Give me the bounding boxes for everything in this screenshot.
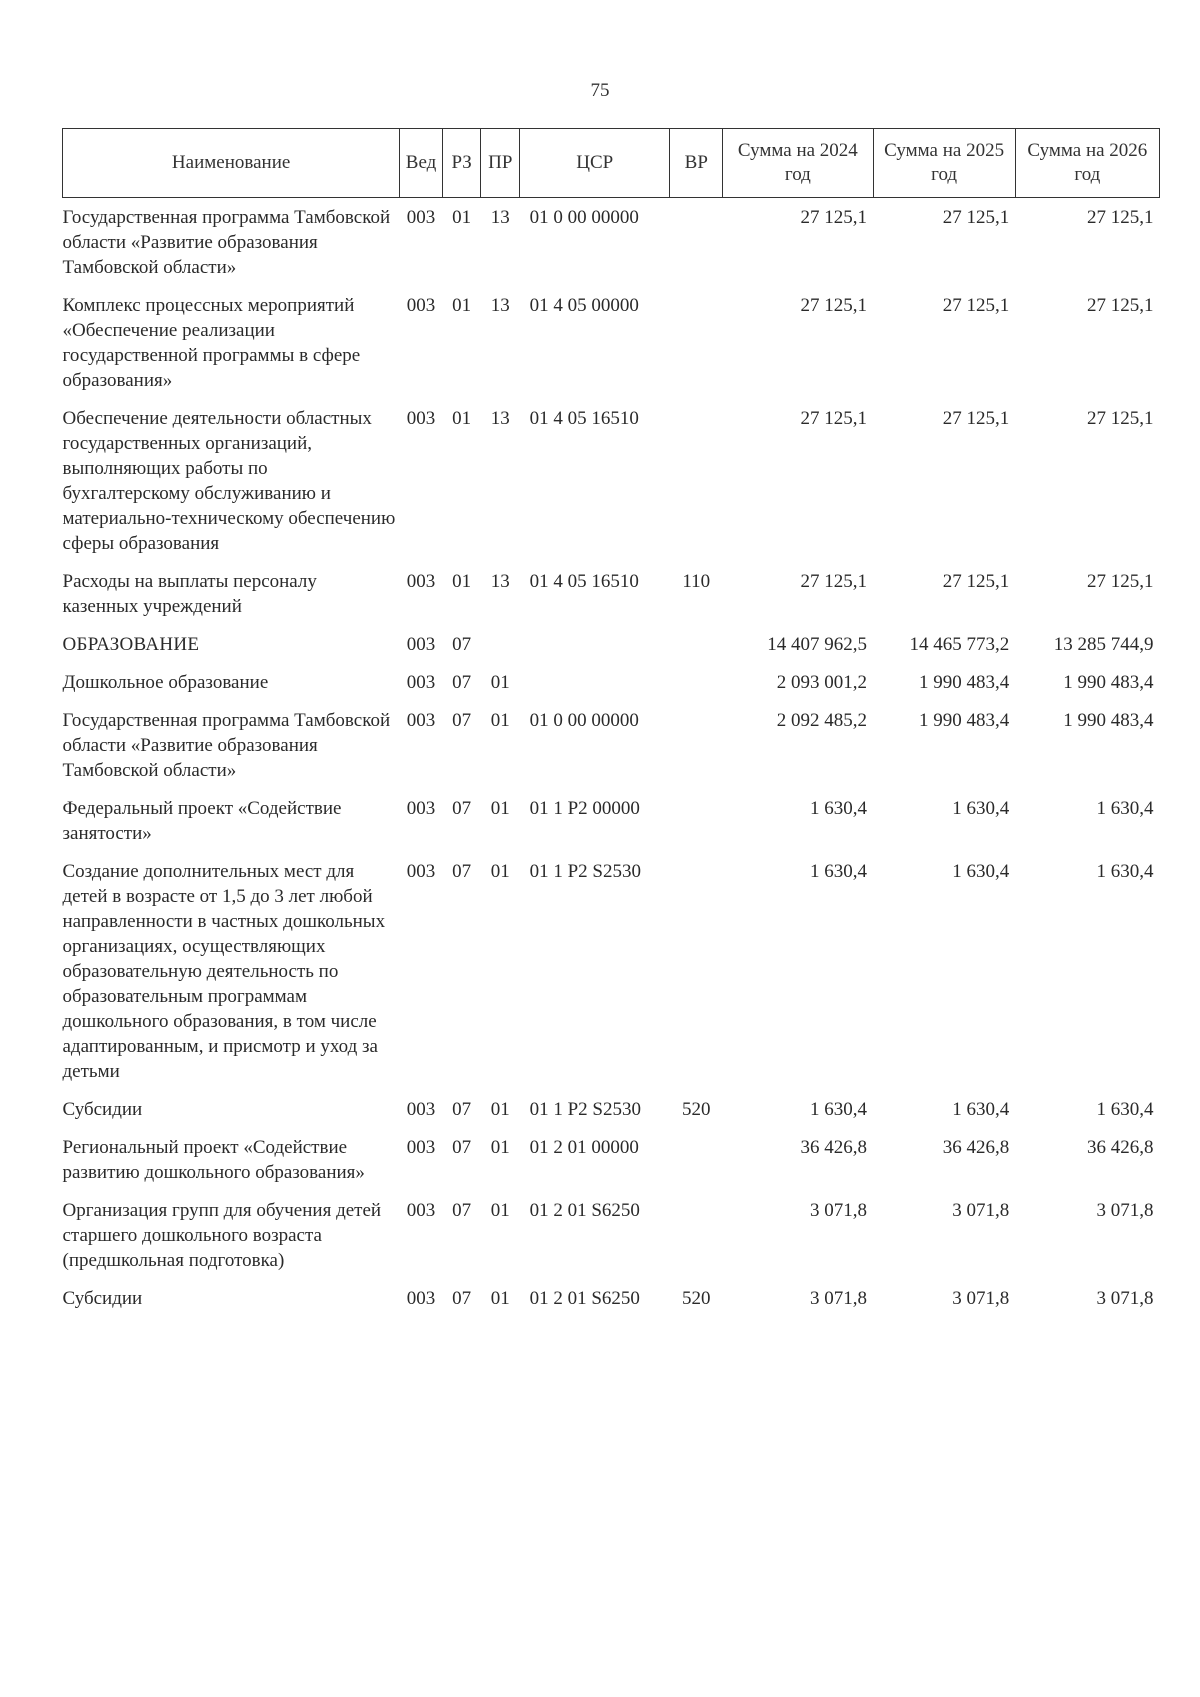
header-ved: Вед [400,129,443,198]
cell-rz: 07 [452,634,472,655]
cell-csr: 01 0 00 00000 [529,710,639,731]
cell-pr: 13 [490,295,510,316]
header-name: Наименование [63,129,400,198]
cell-ved: 003 [406,861,436,882]
cell-name: Субсидии [62,1288,143,1309]
table-row [63,625,1160,663]
cell-sum-2026: 36 426,8 [1087,1137,1154,1158]
cell-ved: 003 [406,798,436,819]
header-row [63,129,1160,198]
cell-sum-2024: 3 071,8 [810,1200,868,1221]
cell-pr [481,625,520,663]
cell-name: Расходы на выплаты персоналу казенных учреждений [62,571,317,617]
cell-name: Государственная программа Тамбовской области «Развитие образования Тамбовской области» [62,207,391,278]
table-body [63,198,1160,1318]
table-row [63,701,1160,789]
cell-sum-2024: 3 071,8 [810,1288,868,1309]
cell-rz: 01 [452,207,472,228]
cell-name: Региональный проект «Содействие развитию дошкольного образования» [62,1137,365,1183]
table-row [63,663,1160,701]
cell-sum-2024: 1 630,4 [810,798,868,819]
cell-sum-2025: 1 990 483,4 [918,672,1010,693]
header-csr: ЦСР [520,129,670,198]
table-row [63,1128,1160,1191]
cell-sum-2026: 1 630,4 [1096,861,1154,882]
cell-vr [670,789,723,852]
cell-sum-2026: 13 285 744,9 [1053,634,1154,655]
header-sum-2026: Сумма на 2026 год [1015,129,1159,198]
table-row [63,286,1160,399]
cell-sum-2026: 27 125,1 [1087,207,1154,228]
cell-rz: 07 [452,1200,472,1221]
cell-sum-2025: 3 071,8 [952,1288,1010,1309]
cell-name: Государственная программа Тамбовской области «Развитие образования Тамбовской области» [62,710,391,781]
cell-sum-2024: 27 125,1 [800,295,868,316]
table-row [63,789,1160,852]
cell-csr: 01 0 00 00000 [529,207,639,228]
cell-csr [520,625,670,663]
cell-ved: 003 [406,672,436,693]
cell-rz: 07 [452,672,472,693]
cell-vr [670,701,723,789]
cell-ved: 003 [406,634,436,655]
cell-ved: 003 [406,408,436,429]
cell-pr: 01 [490,710,510,731]
header-sum-2024: Сумма на 2024 год [723,129,873,198]
cell-ved: 003 [406,1288,436,1309]
cell-sum-2024: 2 092 485,2 [776,710,868,731]
cell-vr [670,399,723,562]
cell-sum-2025: 27 125,1 [942,295,1010,316]
cell-pr: 01 [490,672,510,693]
cell-sum-2026: 1 630,4 [1096,798,1154,819]
cell-pr: 13 [490,408,510,429]
cell-sum-2024: 2 093 001,2 [776,672,868,693]
cell-rz: 07 [452,861,472,882]
cell-name: ОБРАЗОВАНИЕ [62,634,200,655]
cell-ved: 003 [406,1137,436,1158]
cell-sum-2025: 27 125,1 [942,408,1010,429]
cell-vr [670,286,723,399]
cell-csr: 01 2 01 00000 [529,1137,639,1158]
cell-sum-2026: 1 630,4 [1096,1099,1154,1120]
cell-name: Федеральный проект «Содействие занятости» [62,798,342,844]
cell-sum-2024: 27 125,1 [800,408,868,429]
cell-vr [670,1191,723,1279]
cell-csr: 01 1 P2 00000 [529,798,640,819]
cell-csr: 01 2 01 S6250 [529,1200,640,1221]
cell-rz: 07 [452,1137,472,1158]
cell-sum-2026: 1 990 483,4 [1063,710,1154,731]
cell-vr: 520 [682,1288,711,1309]
cell-csr: 01 4 05 16510 [529,408,639,429]
header-vr: ВР [670,129,723,198]
budget-table [62,128,1160,1317]
cell-name: Дошкольное образование [62,672,269,693]
cell-sum-2026: 3 071,8 [1096,1200,1154,1221]
cell-pr: 01 [490,861,510,882]
cell-pr: 01 [490,1200,510,1221]
cell-sum-2024: 14 407 962,5 [767,634,868,655]
cell-csr: 01 4 05 00000 [529,295,639,316]
cell-rz: 01 [452,295,472,316]
page-number: 75 [590,80,610,101]
cell-rz: 07 [452,1288,472,1309]
cell-rz: 01 [452,408,472,429]
cell-sum-2025: 1 630,4 [952,861,1010,882]
cell-sum-2024: 1 630,4 [810,1099,868,1120]
cell-sum-2025: 27 125,1 [942,207,1010,228]
cell-name: Обеспечение деятельности областных государственных организаций, выполняющих работы по бухгалтерскому обслуживанию и материально-техническому обеспечению сферы образования [62,408,396,554]
table-header [63,129,1160,198]
cell-ved: 003 [406,295,436,316]
cell-rz: 01 [452,571,472,592]
cell-sum-2025: 14 465 773,2 [909,634,1010,655]
cell-ved: 003 [406,207,436,228]
cell-sum-2025: 1 630,4 [952,1099,1010,1120]
cell-sum-2025: 1 630,4 [952,798,1010,819]
header-sum-2025: Сумма на 2025 год [873,129,1015,198]
cell-name: Субсидии [62,1099,143,1120]
cell-vr [670,1128,723,1191]
cell-csr: 01 2 01 S6250 [529,1288,640,1309]
cell-pr: 01 [490,1099,510,1120]
cell-sum-2026: 27 125,1 [1087,295,1154,316]
cell-sum-2024: 1 630,4 [810,861,868,882]
cell-csr: 01 1 P2 S2530 [529,1099,641,1120]
cell-vr: 110 [682,571,711,592]
header-pr: ПР [481,129,520,198]
table-row [63,1090,1160,1128]
cell-name: Создание дополнительных мест для детей в возрасте от 1,5 до 3 лет любой направленности в частных дошкольных организациях, осуществляющих образовательную деятельность по образовательным программам дошкольного образования, в том числе адаптированным, и присмотр и уход за детьми [62,861,386,1082]
cell-sum-2024: 27 125,1 [800,571,868,592]
cell-rz: 07 [452,798,472,819]
table-row [63,1191,1160,1279]
cell-pr: 01 [490,1288,510,1309]
cell-ved: 003 [406,1099,436,1120]
cell-pr: 01 [490,1137,510,1158]
cell-vr [670,198,723,287]
cell-ved: 003 [406,1200,436,1221]
cell-csr: 01 1 P2 S2530 [529,861,641,882]
cell-sum-2025: 3 071,8 [952,1200,1010,1221]
cell-csr: 01 4 05 16510 [529,571,639,592]
cell-name: Комплекс процессных мероприятий «Обеспечение реализации государственной программы в сфере образования» [62,295,361,391]
cell-ved: 003 [406,710,436,731]
cell-vr: 520 [682,1099,711,1120]
cell-sum-2024: 36 426,8 [800,1137,868,1158]
cell-vr [670,625,723,663]
cell-vr [670,852,723,1090]
table-row [63,198,1160,287]
cell-vr [670,663,723,701]
cell-name: Организация групп для обучения детей старшего дошкольного возраста (предшкольная подготовка) [62,1200,382,1271]
cell-sum-2026: 27 125,1 [1087,408,1154,429]
cell-pr: 13 [490,571,510,592]
table-row [63,399,1160,562]
table-row [63,562,1160,625]
cell-sum-2026: 3 071,8 [1096,1288,1154,1309]
cell-rz: 07 [452,710,472,731]
cell-sum-2024: 27 125,1 [800,207,868,228]
cell-rz: 07 [452,1099,472,1120]
table-row [63,1279,1160,1317]
cell-sum-2025: 27 125,1 [942,571,1010,592]
cell-sum-2025: 36 426,8 [942,1137,1010,1158]
cell-pr: 01 [490,798,510,819]
cell-sum-2025: 1 990 483,4 [918,710,1010,731]
cell-sum-2026: 1 990 483,4 [1063,672,1154,693]
cell-sum-2026: 27 125,1 [1087,571,1154,592]
cell-pr: 13 [490,207,510,228]
header-rz: РЗ [442,129,481,198]
table-row [63,852,1160,1090]
cell-csr [520,663,670,701]
cell-ved: 003 [406,571,436,592]
